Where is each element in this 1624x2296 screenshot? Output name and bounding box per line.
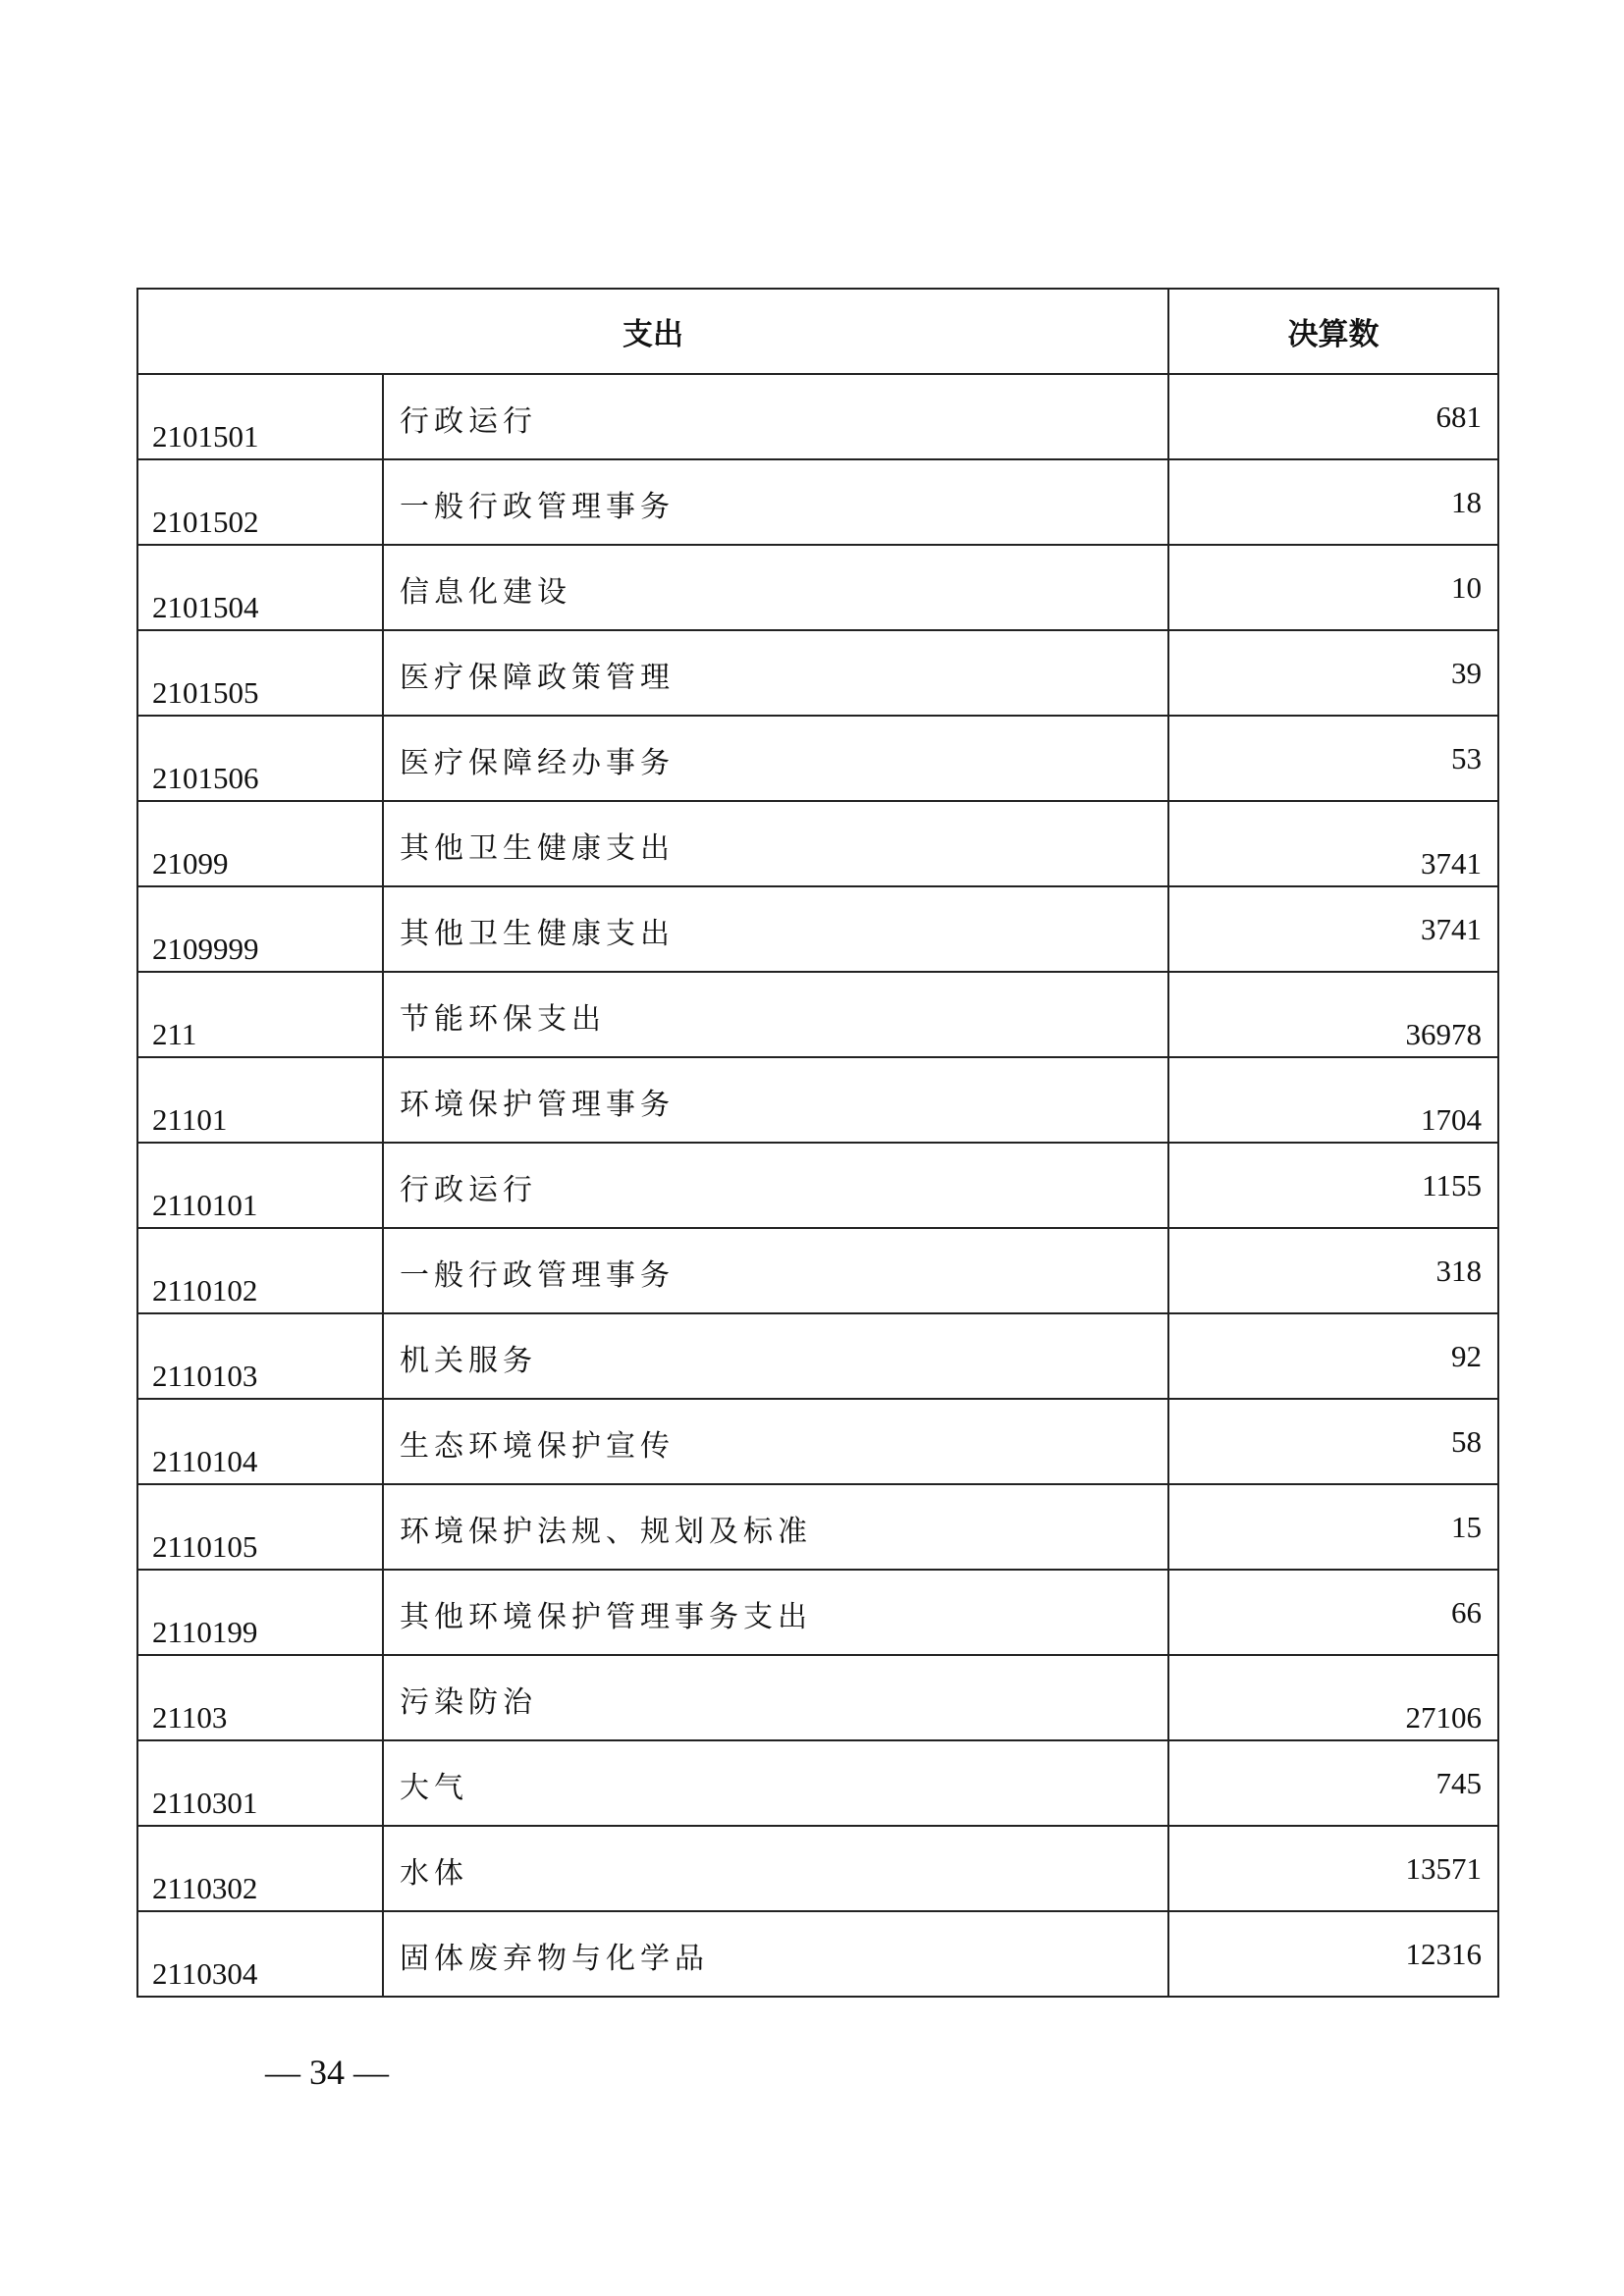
row-name: 环境保护管理事务 xyxy=(383,1057,1168,1143)
row-name: 行政运行 xyxy=(383,1143,1168,1228)
table-header-row xyxy=(137,289,1498,374)
row-amount: 27106 xyxy=(1168,1655,1498,1740)
table-row xyxy=(137,1570,1498,1655)
page-number: — 34 — xyxy=(265,2053,389,2092)
row-amount: 39 xyxy=(1168,630,1498,716)
table-row xyxy=(137,374,1498,459)
row-code: 2110199 xyxy=(137,1570,383,1655)
row-name: 行政运行 xyxy=(383,374,1168,459)
row-code: 2110105 xyxy=(137,1484,383,1570)
row-name: 其他环境保护管理事务支出 xyxy=(383,1570,1168,1655)
table-row xyxy=(137,1740,1498,1826)
row-amount: 3741 xyxy=(1168,801,1498,886)
table-row xyxy=(137,1911,1498,1997)
row-code: 2110104 xyxy=(137,1399,383,1484)
row-code: 2101505 xyxy=(137,630,383,716)
row-amount: 66 xyxy=(1168,1570,1498,1655)
table-row xyxy=(137,545,1498,630)
row-amount: 1704 xyxy=(1168,1057,1498,1143)
row-amount: 681 xyxy=(1168,374,1498,459)
row-name: 医疗保障政策管理 xyxy=(383,630,1168,716)
row-code: 2109999 xyxy=(137,886,383,972)
row-name: 机关服务 xyxy=(383,1313,1168,1399)
row-name: 其他卫生健康支出 xyxy=(383,801,1168,886)
row-name: 生态环境保护宣传 xyxy=(383,1399,1168,1484)
row-amount: 3741 xyxy=(1168,886,1498,972)
row-name: 医疗保障经办事务 xyxy=(383,716,1168,801)
row-amount: 36978 xyxy=(1168,972,1498,1057)
table-row xyxy=(137,1399,1498,1484)
row-name: 一般行政管理事务 xyxy=(383,1228,1168,1313)
row-amount: 15 xyxy=(1168,1484,1498,1570)
row-amount: 92 xyxy=(1168,1313,1498,1399)
table-row xyxy=(137,801,1498,886)
row-amount: 318 xyxy=(1168,1228,1498,1313)
table-row xyxy=(137,1655,1498,1740)
row-code: 2101501 xyxy=(137,374,383,459)
row-amount: 53 xyxy=(1168,716,1498,801)
row-name: 信息化建设 xyxy=(383,545,1168,630)
table-row xyxy=(137,1228,1498,1313)
amount-header: 决算数 xyxy=(1168,289,1498,374)
table-row xyxy=(137,886,1498,972)
row-code: 2101504 xyxy=(137,545,383,630)
row-name: 一般行政管理事务 xyxy=(383,459,1168,545)
row-code: 2101506 xyxy=(137,716,383,801)
row-name: 污染防治 xyxy=(383,1655,1168,1740)
row-code: 2110101 xyxy=(137,1143,383,1228)
budget-table xyxy=(136,288,1499,1998)
row-name: 水体 xyxy=(383,1826,1168,1911)
row-amount: 18 xyxy=(1168,459,1498,545)
expense-header: 支出 xyxy=(137,289,1168,374)
table-row xyxy=(137,459,1498,545)
table-row xyxy=(137,1143,1498,1228)
table-row xyxy=(137,716,1498,801)
row-amount: 10 xyxy=(1168,545,1498,630)
row-code: 2101502 xyxy=(137,459,383,545)
row-code: 21103 xyxy=(137,1655,383,1740)
row-code: 2110304 xyxy=(137,1911,383,1997)
table-row xyxy=(137,630,1498,716)
row-code: 21101 xyxy=(137,1057,383,1143)
row-amount: 1155 xyxy=(1168,1143,1498,1228)
table-row xyxy=(137,1826,1498,1911)
row-code: 21099 xyxy=(137,801,383,886)
table-row xyxy=(137,1313,1498,1399)
row-name: 节能环保支出 xyxy=(383,972,1168,1057)
row-name: 大气 xyxy=(383,1740,1168,1826)
row-name: 固体废弃物与化学品 xyxy=(383,1911,1168,1997)
row-amount: 745 xyxy=(1168,1740,1498,1826)
row-code: 2110302 xyxy=(137,1826,383,1911)
row-code: 211 xyxy=(137,972,383,1057)
row-name: 其他卫生健康支出 xyxy=(383,886,1168,972)
row-amount: 58 xyxy=(1168,1399,1498,1484)
row-name: 环境保护法规、规划及标准 xyxy=(383,1484,1168,1570)
row-amount: 13571 xyxy=(1168,1826,1498,1911)
row-amount: 12316 xyxy=(1168,1911,1498,1997)
row-code: 2110301 xyxy=(137,1740,383,1826)
table-row xyxy=(137,1484,1498,1570)
row-code: 2110103 xyxy=(137,1313,383,1399)
table-row xyxy=(137,1057,1498,1143)
table-body xyxy=(137,374,1498,1997)
row-code: 2110102 xyxy=(137,1228,383,1313)
table-row xyxy=(137,972,1498,1057)
